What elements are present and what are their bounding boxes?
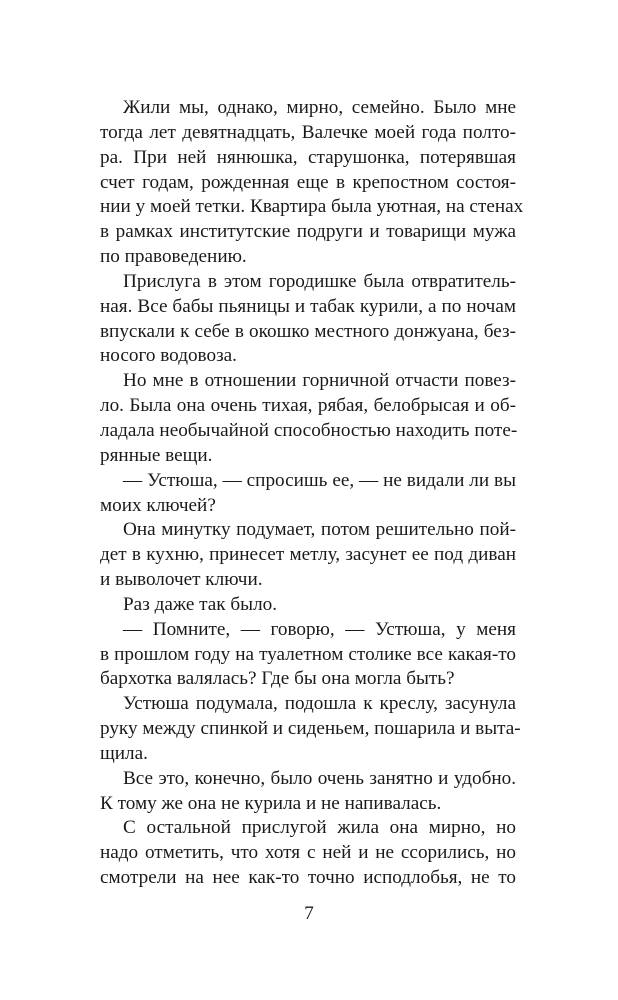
text-line: носого водовоза. xyxy=(100,345,237,367)
body-text xyxy=(100,96,524,891)
text-line: ло. Была она очень тихая, рябая, белобрысая и об- xyxy=(100,395,516,417)
text-line: К тому же она не курила и не напивалась. xyxy=(100,792,442,814)
text-line: впускали к себе в окошко местного донжуана, без- xyxy=(100,320,516,342)
text-line: — Устюша, — спросишь ее, — не видали ли вы xyxy=(123,469,516,491)
text-line: Она минутку подумает, потом решительно пой- xyxy=(123,519,516,541)
text-line: в рамках институтские подруги и товарищи мужа xyxy=(100,221,516,243)
text-line: нии у моей тетки. Квартира была уютная, на стенах xyxy=(100,196,524,218)
text-line: смотрели на нее как-то точно исподлобья, не то xyxy=(100,867,516,889)
paragraph xyxy=(100,369,516,468)
text-line: Устюша подумала, подошла к креслу, засунула xyxy=(123,693,516,715)
text-line: дет в кухню, принесет метлу, засунет ее под диван xyxy=(100,544,516,566)
text-line: Раз даже так было. xyxy=(123,593,278,615)
text-line: Прислуга в этом городишке была отвратитель- xyxy=(123,270,516,292)
text-line: ладала необычайной способностью находить поте- xyxy=(100,419,518,441)
page-number: 7 xyxy=(304,903,314,924)
paragraph xyxy=(100,618,516,693)
text-line: тогда лет девятнадцать, Валечке моей года полто- xyxy=(100,121,516,143)
text-line: С остальной прислугой жила она мирно, но xyxy=(123,817,516,839)
text-line: надо отметить, что хотя с ней и не ссорились, но xyxy=(100,842,516,864)
paragraph xyxy=(100,469,516,519)
text-line: — Помните, — говорю, — Устюша, у меня xyxy=(123,618,516,640)
text-line: рянные вещи. xyxy=(100,444,213,466)
text-line: и выволочет ключи. xyxy=(100,569,263,591)
text-line: моих ключей? xyxy=(100,494,216,516)
paragraph xyxy=(100,593,516,618)
text-line: ная. Все бабы пьяницы и табак курили, а по ночам xyxy=(100,295,516,317)
text-line: по правоведению. xyxy=(100,246,247,268)
paragraph xyxy=(100,692,521,767)
paragraph xyxy=(100,816,516,891)
text-line: счет годам, рожденная еще в крепостном состоя- xyxy=(100,171,516,193)
text-line: Все это, конечно, было очень занятно и удобно. xyxy=(123,767,516,789)
paragraph xyxy=(100,518,516,593)
paragraph xyxy=(100,96,524,270)
text-line: ра. При ней нянюшка, старушонка, потерявшая xyxy=(100,146,516,168)
text-line: в прошлом году на туалетном столике все какая-то xyxy=(100,643,516,665)
paragraph xyxy=(100,270,516,369)
text-line: Но мне в отношении горничной отчасти повез- xyxy=(123,370,516,392)
paragraph xyxy=(100,767,516,817)
text-line: бархотка валялась? Где бы она могла быть? xyxy=(100,668,455,690)
text-line: щила. xyxy=(100,742,148,764)
text-line: Жили мы, однако, мирно, семейно. Было мне xyxy=(123,97,516,118)
text-line: руку между спинкой и сиденьем, пошарила и выта- xyxy=(100,718,521,740)
